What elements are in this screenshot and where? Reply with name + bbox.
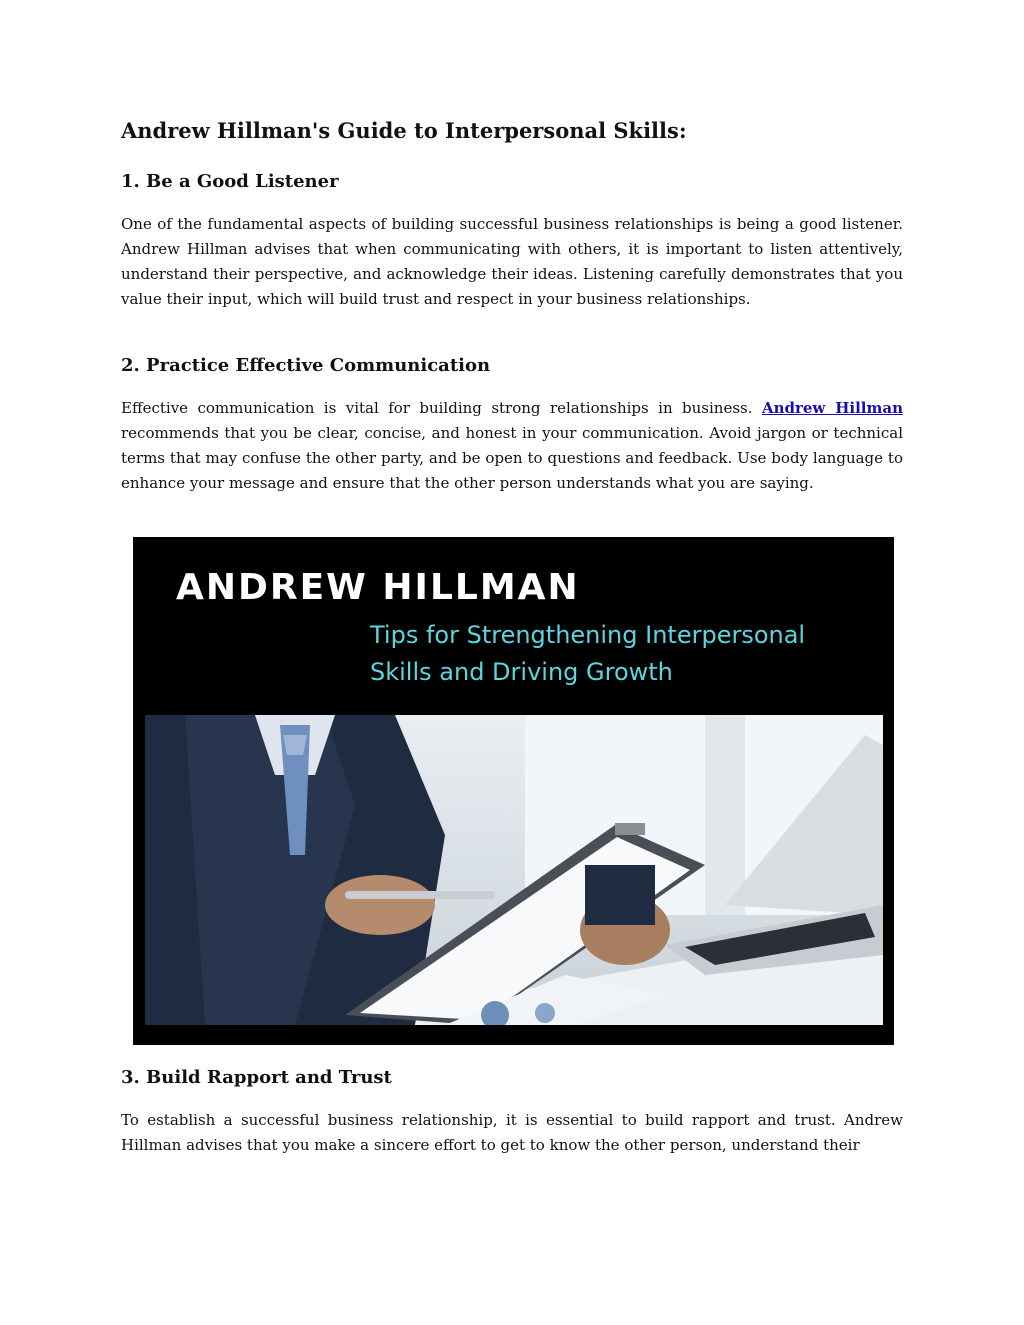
section-2-heading: 2. Practice Effective Communication bbox=[121, 355, 491, 376]
andrew-hillman-link[interactable]: Andrew Hillman bbox=[761, 399, 903, 417]
section-1-heading: 1. Be a Good Listener bbox=[121, 171, 339, 192]
section-1-paragraph: One of the fundamental aspects of building successful business relationships is being a good listener. Andrew Hillman advises that when communicating with others, it is important to listen attentively, understand their perspective, and acknowledge their ideas. Listening carefully demonstrates that you value their input, which will build trust and respect in your business relationships. bbox=[121, 215, 903, 308]
business-photo bbox=[145, 715, 883, 1025]
article-banner-image bbox=[133, 537, 894, 1045]
section-2-text-before: Effective communication is vital for building strong relationships in business. bbox=[121, 399, 762, 417]
section-2-paragraph bbox=[121, 396, 903, 496]
page-title: Andrew Hillman's Guide to Interpersonal Skills: bbox=[121, 118, 687, 143]
business-photo-illustration bbox=[145, 715, 883, 1025]
section-3-heading: 3. Build Rapport and Trust bbox=[121, 1067, 392, 1088]
banner-title: ANDREW HILLMAN bbox=[176, 567, 580, 608]
section-2-text-after: recommends that you be clear, concise, and honest in your communication. Avoid jargon or technical terms that may confuse the other party, and be open to questions and feedback. Use body language to enhance your message and ensure that the other person understands what you are saying. bbox=[121, 424, 903, 492]
banner-subtitle: Tips for Strengthening Interpersonal Skills and Driving Growth bbox=[370, 621, 806, 686]
section-3-paragraph: To establish a successful business relationship, it is essential to build rapport and trust. Andrew Hillman advises that you make a sincere effort to get to know the other person, understand their bbox=[121, 1111, 903, 1154]
